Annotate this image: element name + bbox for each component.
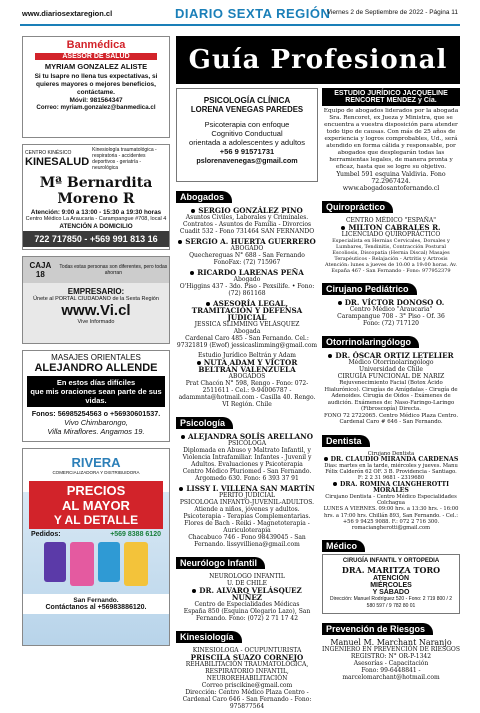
bullet-icon <box>181 435 185 439</box>
psico-phone[interactable]: +56 9 91571731 <box>219 147 275 156</box>
psico-title1: PSICOLOGÍA CLÍNICA <box>203 96 291 105</box>
rivera-place: San Fernando. <box>73 597 119 604</box>
soap-bottle-image <box>124 542 148 586</box>
abogado-line: Abogado <box>233 276 261 283</box>
abogado-line: Abogada <box>233 328 261 335</box>
rivera-promo-1: PRECIOS <box>66 483 126 498</box>
kine-name: Mª Bernardita Moreno R <box>39 175 153 207</box>
psicologia-line: PERITO JUDICIAL <box>218 492 276 499</box>
kine-center: CENTRO KINÉSICO <box>25 150 72 156</box>
medico-line: CIRUGÍA INFANTIL Y ORTOPEDIA <box>342 558 440 565</box>
bullet-icon <box>179 487 183 491</box>
quiro-line: CENTRO MÉDICO "ESPAÑA" <box>345 217 437 224</box>
psico-line2: Cognitivo Conductual <box>211 129 283 138</box>
psicologia-line: PSICÓLOGA <box>227 440 267 447</box>
abogado-line: O'Higgins 437 - 3do. Piso - Pexsilife. • Fono: (72) 861168 <box>179 283 315 297</box>
bullet-icon <box>338 301 342 305</box>
softener-bottle-image <box>70 542 94 586</box>
banmedica-name: MYRIAM GONZALEZ ALISTE <box>44 62 148 71</box>
kinesiologia-entry <box>176 647 318 710</box>
otorrino-entry <box>322 352 460 426</box>
masajes-line1: En estos días difíciles <box>56 378 136 387</box>
kine-home: ATENCIÓN A DOMICILIO <box>59 223 133 230</box>
rivera-contact[interactable]: Contáctanos al +56983886120. <box>45 604 147 611</box>
masthead: DIARIO SEXTA REGIÓN <box>175 6 331 21</box>
abogado-name: SERGIO GONZÁLEZ PINO <box>198 206 303 215</box>
prev-name: Manuel M. Marchant Naranjo <box>330 638 452 648</box>
medico-line: Y SÁBADO <box>372 589 410 597</box>
vi-subtitle: Únete al PORTAL CIUDADANO de la Sexta Región <box>33 296 159 302</box>
section-quiropractico: Quiropráctico <box>322 201 393 213</box>
otorrino-line: Universidad de Chile <box>359 366 423 373</box>
guia-title: Guía Profesional <box>188 45 448 75</box>
section-prevencion: Prevención de Riesgos <box>322 623 433 635</box>
psicologia-line: Chacabuco 746 - Fono 98439045 - San Fernando. lissyvilliena@gmail.com <box>188 534 306 548</box>
bullet-icon <box>178 240 182 244</box>
psicologa-name: LISSY I. VILLENA SAN MARTÍN <box>186 484 315 493</box>
otorrino-line: Rejuvenecimiento Facial (Botox Ácido Hialurónico). Cirugías de Amígdalas - Cirugía de Adenoides. Cirugía de Oídos - Exámenes de audición. Exámenes de: Naso-Faringo-Laringo (Fibroscopía) Directa. <box>324 380 458 412</box>
abogado-line: ABOGADO <box>230 245 264 252</box>
cleaner-bottle-image <box>98 542 120 582</box>
bullet-icon <box>341 226 345 230</box>
rivera-product-images <box>23 542 169 586</box>
abogado-line: Contratos - Asuntos de Familia - Divorcios <box>182 221 312 228</box>
abogado-name: SERGIO A. HUERTA GUERRERO <box>185 237 316 246</box>
abogado-entry <box>176 300 318 349</box>
masajes-line2: que mis oraciones sean parte de sus vidas. <box>30 387 162 405</box>
kinesio-line: REHABILITACIÓN TRAUMATOLÓGICA, RESPIRATORIO INFANTIL, NEUROREHABILITACIÓN <box>185 661 309 682</box>
cirujano-entry <box>322 299 460 327</box>
abogado-line: JESSICA SLIMMING VELÁSQUEZ <box>194 321 300 328</box>
header-rule <box>20 24 460 26</box>
abogado-line: Asuntos Civiles, Laborales y Criminales. <box>185 214 309 221</box>
vi-caja-logo: CAJA 18 <box>29 261 52 279</box>
section-medico: Médico <box>322 540 365 552</box>
dentista-line: Cirujano Dentista - Centro Médico Especialidades Colchagua <box>325 493 457 507</box>
rivera-promo-2: AL MAYOR <box>62 498 130 513</box>
abogado-line: Prat Chacón N° 598, Rengo - Fono: 072-2511611 - Cel.: 9-94006787 - adammnta@hotmail.com - Casilla 40. Rengo. VI Región. Chile <box>178 380 316 408</box>
banmedica-email[interactable]: Correo: myriam.gonzalez@banmedica.cl <box>36 104 156 111</box>
otorrino-name: DR. ÓSCAR ORTIZ LETELIER <box>335 351 454 360</box>
abogado-entry <box>176 352 318 408</box>
kine-services: Kinesiología traumatológica - respiratoria - accidentes deportivos - geriatría - neurológica <box>92 147 157 171</box>
left-ads-column <box>22 36 170 652</box>
medico-line: Dirección: Manuel Rodríguez 520 - Fono: 2 719 800 / 2 580 597 / 9 782 80 01 <box>329 596 453 610</box>
abogado-entry <box>176 238 318 266</box>
rivera-ad <box>22 448 170 646</box>
abogado-name: ASESORÍA LEGAL, TRAMITACIÓN Y DEFENSA JUDICIAL <box>191 299 303 322</box>
cirujano-name: DR. VÍCTOR DONOSO O. <box>344 298 445 307</box>
rivera-logo: RIVERA <box>71 455 121 470</box>
psico-email[interactable]: pslorenavenegas@gmail.com <box>196 156 298 165</box>
directory-middle-column <box>176 88 318 713</box>
bullet-icon <box>324 457 328 461</box>
ciru-line: Carampangue 708 - 3° Piso - Of. 36 <box>337 313 445 320</box>
prev-line: Asesorías - Capacitación <box>353 660 429 668</box>
section-otorrino: Otorrinolaringólogo <box>322 336 419 348</box>
vi-tag: Vive Informado <box>77 319 115 325</box>
guia-title-banner <box>176 36 460 84</box>
neuro-line: U. DE CHILE <box>227 580 267 587</box>
bullet-icon <box>191 209 195 213</box>
otorrino-line: CIRUGÍA FUNCIONAL DE NARIZ <box>337 373 445 380</box>
bullet-icon <box>192 589 196 593</box>
psicologa-name: ALEJANDRA SOLÍS ARELLANO <box>187 432 314 441</box>
dentista-entry <box>322 451 460 532</box>
quiro-name: MILTON CABRALES R. <box>348 223 441 232</box>
prevencion-entry <box>322 639 460 681</box>
kine-phones[interactable]: 722 717850 - +569 991 813 16 <box>23 231 169 247</box>
kine-hours: Atención: 9:00 a 13:00 - 15:30 a 19:30 horas <box>30 209 162 216</box>
banmedica-ad <box>22 36 170 138</box>
masajes-ad <box>22 350 170 442</box>
banmedica-logo: Banmédica <box>66 39 126 51</box>
masajes-phones[interactable]: Fonos: 56985254563 o +56930601537. <box>31 409 161 418</box>
juridico-text: Equipo de abogados liderados por la abogada Sra. Rencoret, ex Jueza y Ministra, que se encuentra a vuestra disposición para atender todo tipo de causas. Con más de 25 años de experiencia y logros comprobables, Ud., será atendido en forma cálida y responsable, por abogados que desplegarán todas las herramientas legales, de manera pronta y eficaz, hasta que se logre su objetivo. <box>323 108 459 170</box>
juridico-title2: RENCORET MENDEZ y Cía. <box>345 97 437 104</box>
site-url[interactable]: www.diariosextaregion.cl <box>22 9 113 18</box>
rivera-orders: Pedidos: <box>31 531 61 538</box>
bullet-icon <box>328 354 332 358</box>
neuro-line: España 850 (Esquina Olegario Lazo), San Fernando. Fono: (072) 2 71 17 42 <box>183 608 311 622</box>
section-psicologia: Psicología <box>176 417 233 429</box>
abogado-line: Cuadit 532 - Fono 731464 SAN FERNANDO <box>179 228 315 235</box>
kinesio-line: KINESIOLOGA - OCUPUNTURISTA <box>192 647 302 654</box>
section-dentista: Dentista <box>322 435 370 447</box>
rivera-sub: COMERCIALIZADORA Y DISTRIBUIDORA <box>52 470 140 475</box>
neurologo-entry <box>176 573 318 622</box>
medico-name: DRA. MARITZA TORO <box>341 565 441 576</box>
kinesalud-ad <box>22 144 170 250</box>
kinesio-line: Dirección: Centro Médico Plaza Centro - Cardenal Caro 646 - San Fernando - Fono: 975877564 <box>182 689 312 710</box>
kinesio-email[interactable]: Correo priscikine@gmail.com <box>201 682 293 689</box>
juridico-banner <box>322 88 460 106</box>
ciru-line: Fono: (72) 717120 <box>363 320 419 327</box>
otorrino-line: Médico Otorrinolaringólogo <box>348 359 434 366</box>
banmedica-role: ASESOR DE SALUD <box>35 53 157 60</box>
ciru-line: Centro Médico "Araucaria" <box>349 306 433 313</box>
psicologia-entry <box>176 433 318 482</box>
neuro-line: NEUROLOGO INFANTIL <box>209 573 285 580</box>
vi-caja-text: Todas estas personas son diferentes, pero todas ahorran <box>59 264 168 276</box>
neurologo-name: DR. ALVARO VELÁSQUEZ NUÑEZ <box>199 586 302 602</box>
banmedica-text: Si tu Isapre no llena tus expectativas, si quieres mayores o mejores beneficios, contáctame. <box>34 73 158 96</box>
abogado-line: ABOGADOS <box>228 373 266 380</box>
psicologia-clinica-box <box>176 88 318 182</box>
quiro-line: Especialista en Hernias Cervicales, Dorsales y Lumbares, Tendinitis, Contracción Postural Escoliosis, Discopatía (Hernia Discal) Masajes Terapéuticos - Relajación - Artritis y Artrosis <box>332 238 450 262</box>
dentista-name: DR. CLAUDIO MIRANDA CARDENAS <box>330 455 459 463</box>
rivera-phone[interactable]: +569 8388 6120 <box>110 531 161 538</box>
psicologia-entry <box>176 485 318 548</box>
prev-line: Fono: 99-6448841 - marcelomarchant@hotmail.com <box>342 667 440 682</box>
section-cirujano-pediatrico: Cirujano Pediátrico <box>322 283 417 295</box>
prev-line: REGISTRO: N° OR-P-1342 <box>350 653 432 661</box>
medico-line: ATENCIÓN <box>372 575 410 583</box>
abogado-name: NUTA ADAM Y VÍCTOR BELTRÁN VALENZUELA <box>198 358 298 374</box>
section-neurologo: Neurólogo Infantil <box>176 557 265 569</box>
masajes-name: ALEJANDRO ALLENDE <box>34 362 158 374</box>
vi-site[interactable]: www.Vi.cl <box>61 302 131 319</box>
vi-title: EMPRESARIO: <box>67 287 125 296</box>
banmedica-phone[interactable]: Móvil: 981564347 <box>69 97 123 104</box>
quiropractico-entry <box>322 217 460 274</box>
rivera-promo-3: Y AL DETALLE <box>53 513 139 527</box>
abogado-line: Estudio Jurídico Beltrán y Adam <box>198 352 296 359</box>
neuro-line: Centro de Especialidades Médicas <box>194 601 300 608</box>
quiro-line: LICENCIADO QUIROPRÁCTICO <box>341 231 441 238</box>
dentista-line: LUNES A VIERNES. 09:00 hrs. a 13:30 hrs. - 16:00 hrs. a 17:00 hrs. Chillán 893, San Fernando. - Cel.: +56 9 9425 9088. F.: 072 2 716 300. romaciangherotti@gmail.com <box>323 506 459 531</box>
psicologia-line: Centro Médico Pluriomed - San Fernando. Argomedo 630. Fono: 6 393 37 91 <box>182 468 312 482</box>
bullet-icon <box>190 271 194 275</box>
otorrino-line: FONO 72 2722065. Centro Médico Plaza Centro. Cardenal Caro # 646 - San Fernando. <box>323 412 459 425</box>
dentista-line: Cirujano Dentista <box>367 450 415 457</box>
detergent-bottle-image <box>44 542 66 582</box>
psicologia-line: PSICOLOGA INFANTO-JUVENIL-ADULTOS. Atiende a niños, jóvenes y adultos. Psicoterapia - Terapias Complementarias. Flores de Bach - Reiki - Magnetoterapia - Auriculoterapia <box>179 499 315 534</box>
juridico-entry <box>322 108 460 192</box>
psico-line1: Psicoterapia con enfoque <box>204 120 290 129</box>
issue-date: Viernes 2 de Septiembre de 2022 - Página 11 <box>326 9 458 16</box>
masajes-title: MASAJES ORIENTALES <box>51 353 141 362</box>
medico-box <box>322 554 460 614</box>
abogado-name: RICARDO LARENAS PEÑA <box>197 268 304 277</box>
section-abogados: Abogados <box>176 191 232 203</box>
medico-line: MIÉRCOLES <box>370 582 412 590</box>
abogado-entry <box>176 269 318 297</box>
page-header <box>0 0 480 30</box>
abogado-line: FonoFax: (72) 715967 <box>213 259 281 266</box>
vi-portal-ad <box>22 256 170 344</box>
juridico-title1: ESTUDIO JURÍDICO JACQUELINE <box>334 90 448 97</box>
masajes-address2: Villa Miraflores. Angamos 19. <box>47 427 145 436</box>
psico-line3: orientada a adolescentes y adultos <box>189 138 305 147</box>
juridico-web[interactable]: www.abogadosantofernando.cl <box>342 185 440 192</box>
bullet-icon <box>333 482 337 486</box>
dentista-name: DRA. ROMINA CIANGHEROTTI MORALES <box>339 480 450 494</box>
masajes-address1: Vivo Chimbarongo, <box>64 418 128 427</box>
kine-address: Centro Médico La Araucaria - Carampangue #708, local 4 <box>25 216 167 222</box>
directory-right-column <box>322 88 460 684</box>
psico-title2: LORENA VENEGAS PAREDES <box>190 105 304 114</box>
abogado-line: Quechereguas N° 688 - San Fernando <box>189 252 305 259</box>
kine-logo: KINESALUD <box>25 156 90 168</box>
abogado-line: Cardenal Caro 485 - San Fernando. Cel.: 97321819 (Ewof) jessicaslimming@gmail.com <box>176 335 318 349</box>
abogado-entry <box>176 207 318 235</box>
psicologia-line: Diplomada en Abuso y Maltrato Infantil, y Violencia Intrafamiliar. Infantes - Juvenil y Adultos. Evaluaciones y Psicoterapia <box>182 447 312 468</box>
juridico-contact: Yumbel 591 esquina Valdivia. Fono 72.2967424. <box>336 171 446 185</box>
quiro-line: Atención: lunes a jueves de 10:00 a 19:00 horas. Av. España 467 - San Fernando - Fono: 977952379 <box>325 262 457 274</box>
section-kinesiologia: Kinesiología <box>176 631 242 643</box>
dentista-line: Dias: martes en la tarde, miércoles y jueves. Manu Félix Calderón 62 OF. 3 B. Providencia - Santiago. F: 2 2 31 9681 - 2319680 <box>324 462 458 482</box>
kinesiologa-name: PRISCILA SUAZO CORNEJO <box>190 653 304 662</box>
prev-line: INGENIERO EN PREVENCIÓN DE RIESGOS <box>322 646 460 654</box>
